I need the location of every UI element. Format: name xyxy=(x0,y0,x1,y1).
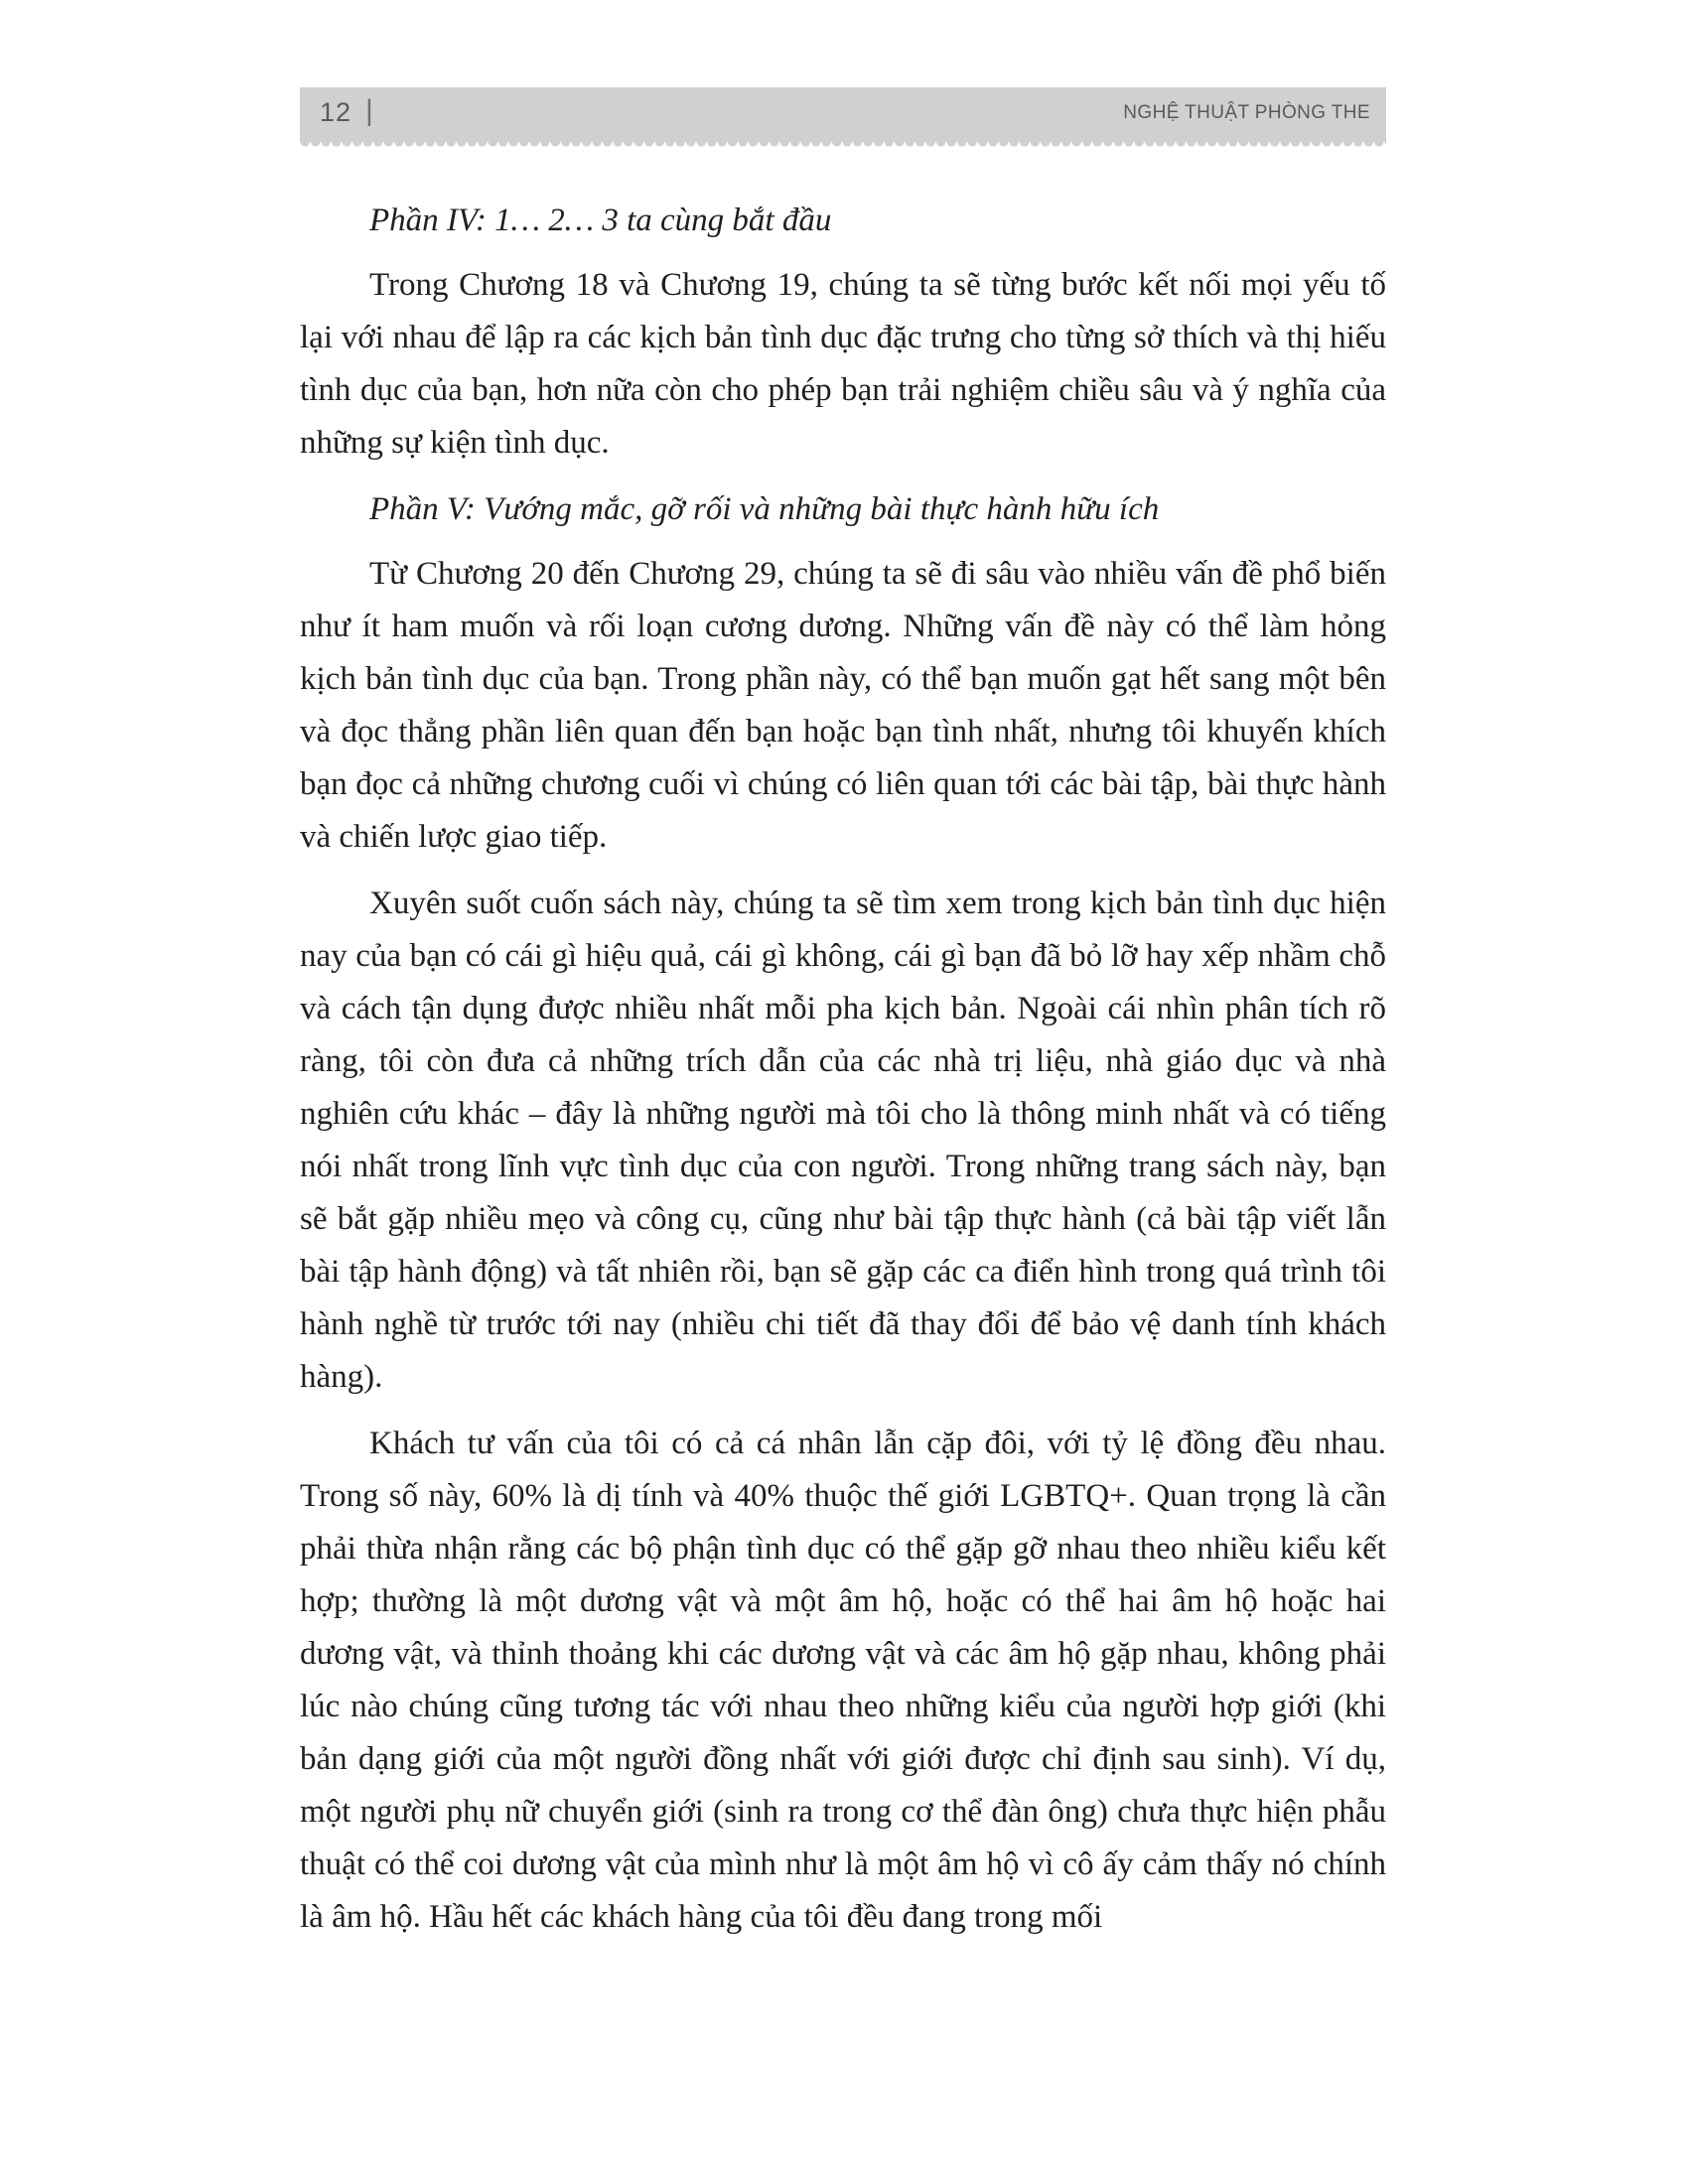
paragraph-clients: Khách tư vấn của tôi có cả cá nhân lẫn cặp đôi, với tỷ lệ đồng đều nhau. Trong số này, 60% là dị tính và 40% thuộc thế giới LGBTQ+. Quan trọng là cần phải thừa nhận rằng các bộ phận tình dục có thể gặp gỡ nhau theo nhiều kiểu kết hợp; thường là một dương vật và một âm hộ, hoặc có thể hai âm hộ hoặc hai dương vật, và thỉnh thoảng khi các dương vật và các âm hộ gặp nhau, không phải lúc nào chúng cũng tương tác với nhau theo những kiểu của người hợp giới (khi bản dạng giới của một người đồng nhất với giới được chỉ định sau sinh). Ví dụ, một người phụ nữ chuyển giới (sinh ra trong cơ thể đàn ông) chưa thực hiện phẫu thuật có thể coi dương vật của mình như là một âm hộ vì cô ấy cảm thấy nó chính là âm hộ. Hầu hết các khách hàng của tôi đều đang trong mối xyxy=(300,1426,1386,1935)
paragraph-chapters-18-19: Trong Chương 18 và Chương 19, chúng ta sẽ từng bước kết nối mọi yếu tố lại với nhau để lập ra các kịch bản tình dục đặc trưng cho từng sở thích và thị hiếu tình dục của bạn, hơn nữa còn cho phép bạn trải nghiệm chiều sâu và ý nghĩa của những sự kiện tình dục. xyxy=(300,267,1386,461)
paragraph-throughout-book: Xuyên suốt cuốn sách này, chúng ta sẽ tìm xem trong kịch bản tình dục hiện nay của bạn có cái gì hiệu quả, cái gì không, cái gì bạn đã bỏ lỡ hay xếp nhầm chỗ và cách tận dụng được nhiều nhất mỗi pha kịch bản. Ngoài cái nhìn phân tích rõ ràng, tôi còn đưa cả những trích dẫn của các nhà trị liệu, nhà giáo dục và nhà nghiên cứu khác – đây là những người mà tôi cho là thông minh nhất và có tiếng nói nhất trong lĩnh vực tình dục của con người. Trong những trang sách này, bạn sẽ bắt gặp nhiều mẹo và công cụ, cũng như bài tập thực hành (cả bài tập viết lẫn bài tập hành động) và tất nhiên rồi, bạn sẽ gặp các ca điển hình trong quá trình tôi hành nghề từ trước tới nay (nhiều chi tiết đã thay đổi để bảo vệ danh tính khách hàng). xyxy=(300,886,1386,1395)
page-content xyxy=(300,183,1386,1958)
section-heading-part-v: Phần V: Vướng mắc, gỡ rối và những bài thực hành hữu ích xyxy=(369,491,1160,527)
header-divider: | xyxy=(365,93,373,127)
section-heading-part-iv: Phần IV: 1… 2… 3 ta cùng bắt đầu xyxy=(369,203,832,238)
page-header xyxy=(300,87,1386,142)
page-number: 12 xyxy=(320,97,352,127)
paragraph-chapters-20-29: Từ Chương 20 đến Chương 29, chúng ta sẽ đi sâu vào nhiều vấn đề phổ biến như ít ham muốn và rối loạn cương dương. Những vấn đề này có thể làm hỏng kịch bản tình dục của bạn. Trong phần này, có thể bạn muốn gạt hết sang một bên và đọc thẳng phần liên quan đến bạn hoặc bạn tình nhất, nhưng tôi khuyến khích bạn đọc cả những chương cuối vì chúng có liên quan tới các bài tập, bài thực hành và chiến lược giao tiếp. xyxy=(300,556,1386,855)
running-title: NGHỆ THUẬT PHÒNG THE xyxy=(1123,102,1370,123)
